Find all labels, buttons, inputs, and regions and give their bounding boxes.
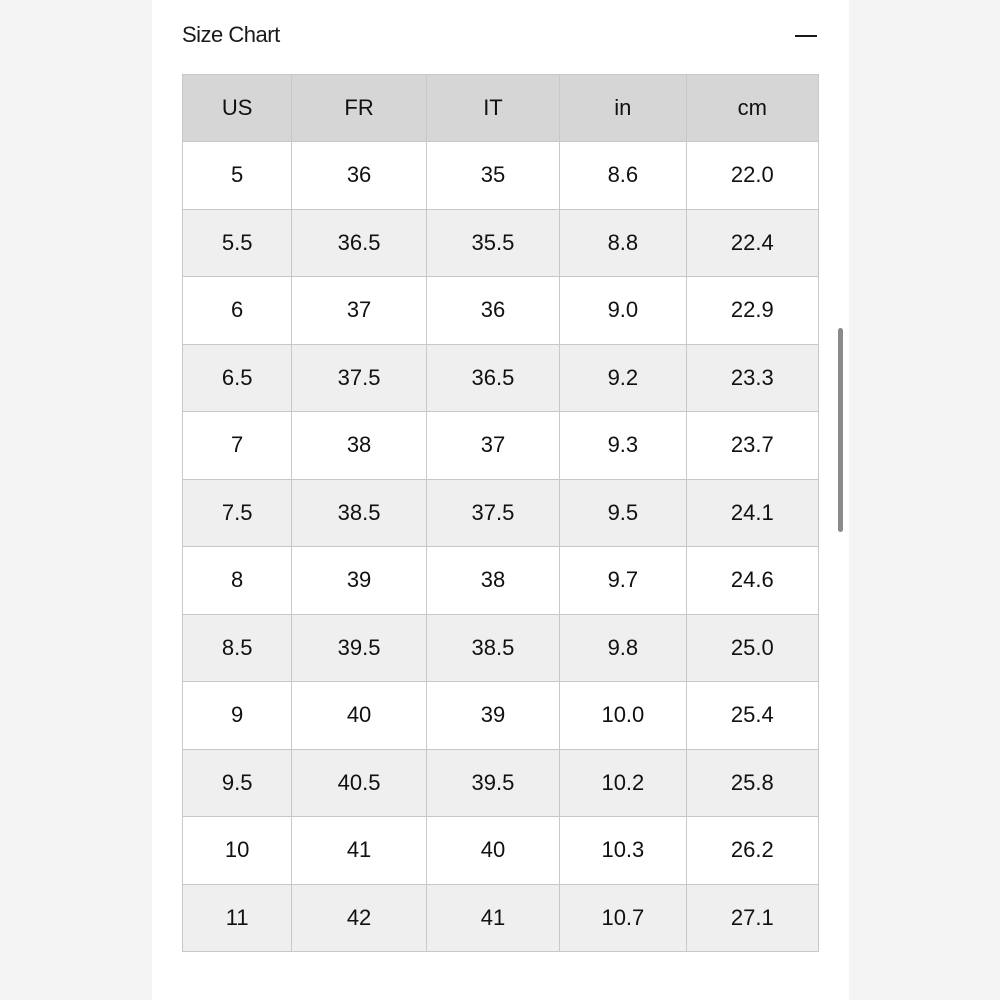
cell-it: 37 — [426, 412, 559, 480]
cell-fr: 37.5 — [292, 344, 426, 412]
cell-us: 7 — [183, 412, 292, 480]
table-row — [183, 817, 819, 885]
size-chart-title: Size Chart — [182, 22, 280, 47]
table-header-row — [183, 75, 819, 142]
cell-fr: 39 — [292, 547, 426, 615]
cell-cm: 22.9 — [686, 277, 818, 345]
cell-us: 7.5 — [183, 479, 292, 547]
cell-us: 8 — [183, 547, 292, 615]
minus-icon — [795, 35, 817, 37]
cell-cm: 27.1 — [686, 884, 818, 952]
column-header-fr: FR — [292, 75, 426, 142]
table-row — [183, 682, 819, 750]
size-chart-panel — [152, 0, 849, 1000]
cell-it: 38.5 — [426, 614, 559, 682]
cell-in: 8.6 — [560, 142, 686, 210]
cell-fr: 36.5 — [292, 209, 426, 277]
cell-us: 9.5 — [183, 749, 292, 817]
cell-cm: 24.1 — [686, 479, 818, 547]
cell-in: 9.3 — [560, 412, 686, 480]
table-row — [183, 344, 819, 412]
cell-us: 5 — [183, 142, 292, 210]
cell-fr: 42 — [292, 884, 426, 952]
size-table — [182, 74, 819, 952]
column-header-cm: cm — [686, 75, 818, 142]
cell-in: 10.7 — [560, 884, 686, 952]
table-row — [183, 412, 819, 480]
cell-it: 38 — [426, 547, 559, 615]
cell-cm: 23.3 — [686, 344, 818, 412]
cell-in: 9.8 — [560, 614, 686, 682]
table-row — [183, 209, 819, 277]
cell-fr: 36 — [292, 142, 426, 210]
scrollbar-thumb[interactable] — [838, 328, 843, 532]
cell-fr: 40 — [292, 682, 426, 750]
cell-it: 40 — [426, 817, 559, 885]
cell-in: 8.8 — [560, 209, 686, 277]
cell-us: 9 — [183, 682, 292, 750]
cell-it: 35 — [426, 142, 559, 210]
cell-in: 9.5 — [560, 479, 686, 547]
cell-in: 10.2 — [560, 749, 686, 817]
cell-it: 39 — [426, 682, 559, 750]
cell-it: 41 — [426, 884, 559, 952]
cell-us: 8.5 — [183, 614, 292, 682]
cell-cm: 24.6 — [686, 547, 818, 615]
cell-it: 36 — [426, 277, 559, 345]
table-row — [183, 479, 819, 547]
cell-fr: 38 — [292, 412, 426, 480]
cell-cm: 22.0 — [686, 142, 818, 210]
cell-fr: 38.5 — [292, 479, 426, 547]
collapse-button[interactable] — [792, 18, 822, 54]
table-row — [183, 142, 819, 210]
cell-fr: 41 — [292, 817, 426, 885]
cell-cm: 22.4 — [686, 209, 818, 277]
cell-us: 11 — [183, 884, 292, 952]
column-header-us: US — [183, 75, 292, 142]
column-header-it: IT — [426, 75, 559, 142]
cell-it: 36.5 — [426, 344, 559, 412]
cell-fr: 37 — [292, 277, 426, 345]
table-row — [183, 884, 819, 952]
table-row — [183, 749, 819, 817]
cell-fr: 40.5 — [292, 749, 426, 817]
table-row — [183, 614, 819, 682]
cell-in: 10.3 — [560, 817, 686, 885]
cell-cm: 25.4 — [686, 682, 818, 750]
size-chart-header — [182, 18, 822, 54]
cell-in: 9.0 — [560, 277, 686, 345]
column-header-in: in — [560, 75, 686, 142]
cell-cm: 26.2 — [686, 817, 818, 885]
cell-us: 5.5 — [183, 209, 292, 277]
cell-cm: 25.0 — [686, 614, 818, 682]
table-row — [183, 547, 819, 615]
cell-it: 35.5 — [426, 209, 559, 277]
cell-cm: 23.7 — [686, 412, 818, 480]
cell-us: 6.5 — [183, 344, 292, 412]
cell-it: 39.5 — [426, 749, 559, 817]
cell-in: 10.0 — [560, 682, 686, 750]
cell-us: 10 — [183, 817, 292, 885]
cell-cm: 25.8 — [686, 749, 818, 817]
table-row — [183, 277, 819, 345]
cell-fr: 39.5 — [292, 614, 426, 682]
cell-it: 37.5 — [426, 479, 559, 547]
cell-in: 9.2 — [560, 344, 686, 412]
cell-us: 6 — [183, 277, 292, 345]
cell-in: 9.7 — [560, 547, 686, 615]
